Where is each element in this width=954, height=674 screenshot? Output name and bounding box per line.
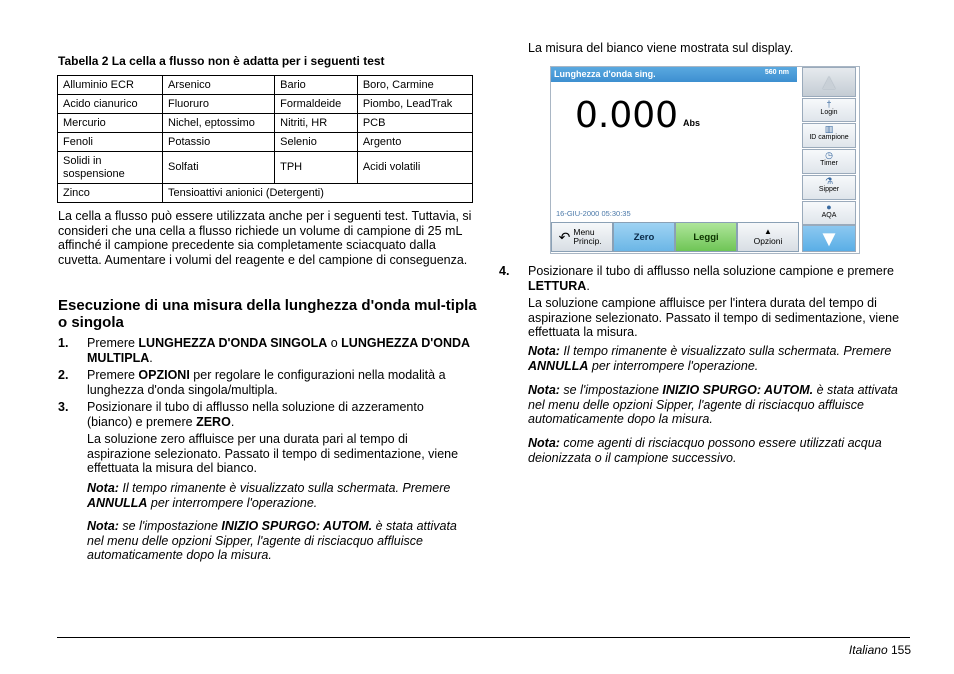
instrument-screenshot [550, 66, 860, 254]
main-menu-button[interactable]: ↶ Menu Princip. [551, 222, 613, 252]
step-number: 2. [58, 368, 69, 382]
person-icon: † [826, 99, 832, 109]
arrow-down-icon: ▼ [818, 225, 840, 251]
table-cell: PCB [357, 114, 472, 133]
aqa-button[interactable]: ● AQA [802, 201, 856, 225]
back-arrow-icon: ↶ [558, 228, 571, 245]
step-1: Premere LUNGHEZZA D'ONDA SINGOLA o LUNGHEZZA D'ONDA MULTIPLA. [87, 336, 470, 365]
timer-button[interactable]: ◷ Timer [802, 149, 856, 174]
read-button[interactable]: Leggi [675, 222, 737, 252]
step-2: Premere OPZIONI per regolare le configurazioni nella modalità a lunghezza d'onda singola/multipla. [87, 368, 446, 397]
table-cell: Mercurio [58, 114, 163, 133]
table-cell: Solfati [163, 152, 275, 184]
display-title: Lunghezza d'onda sing. [554, 69, 656, 79]
login-button[interactable]: † Login [802, 98, 856, 122]
table-cell: Nichel, eptossimo [163, 114, 275, 133]
chevron-up-icon: ▲ [764, 227, 772, 236]
table-cell: Zinco [58, 184, 163, 203]
table-cell: Nitriti, HR [275, 114, 358, 133]
table-cell: Formaldeide [275, 95, 358, 114]
vial-icon: ▥ [824, 124, 834, 134]
step-3-paragraph: La soluzione zero affluisce per una durata pari al tempo di aspirazione selezionato. Passato il tempo di sedimentazione, viene effettuata la misura del bianco. [87, 432, 459, 475]
table-title: Tabella 2 La cella a flusso non è adatta per i seguenti test [58, 54, 385, 68]
note: Nota: se l'impostazione INIZIO SPURGO: AUTOM. è stata attivata nel menu delle opzioni Sipper, l'agente di risciacquo affluisce automaticamente dopo la misura. [528, 383, 898, 426]
timer-icon: ◷ [825, 150, 833, 160]
note: Nota: come agenti di risciacquo possono essere utilizzati acqua deionizzata o il campione successivo. [528, 436, 882, 465]
globe-icon: ● [826, 202, 832, 212]
absorbance-unit: Abs [683, 118, 701, 128]
display-button-bar [551, 222, 799, 252]
screenshot-caption: La misura del bianco viene mostrata sul display. [528, 41, 794, 55]
footer-divider [57, 637, 910, 638]
table-row [58, 184, 473, 203]
table-cell: Solidi in sospensione [58, 152, 163, 184]
options-button[interactable]: ▲ Opzioni [737, 222, 799, 252]
display-side-panel [801, 67, 858, 252]
section-heading: Esecuzione di una misura della lunghezza d'onda mul-tipla o singola [58, 297, 477, 331]
wavelength-label: 560 nm [764, 69, 789, 76]
table-row [58, 76, 473, 95]
datetime-label: 16-GIU-2000 05:30:35 [556, 209, 631, 218]
scroll-up-button[interactable] [802, 67, 856, 97]
table-cell: Fenoli [58, 133, 163, 152]
table-cell: Bario [275, 76, 358, 95]
note: Nota: Il tempo rimanente è visualizzato sulla schermata. Premere ANNULLA per interrompere l'operazione. [528, 344, 892, 373]
display-header [551, 67, 797, 82]
table-row [58, 114, 473, 133]
table-cell: Tensioattivi anionici (Detergenti) [163, 184, 473, 203]
step-4: Posizionare il tubo di afflusso nella soluzione campione e premere LETTURA. [528, 264, 894, 293]
step-number: 1. [58, 336, 69, 350]
sipper-button[interactable]: ⚗ Sipper [802, 175, 856, 200]
intro-paragraph: La cella a flusso può essere utilizzata anche per i seguenti test. Tuttavia, si consideri che una cella a flusso richiede un volume di campione di 25 mL affinché il campione precedente sia completamente sciacquato dalla cuvetta. Aumentare i volumi del reagente e del campione di conseguenza. [58, 209, 472, 267]
sipper-icon: ⚗ [824, 176, 834, 186]
table-cell: Acidi volatili [357, 152, 472, 184]
arrow-up-icon: ▲ [818, 69, 840, 94]
page-footer: Italiano 155 [848, 643, 911, 657]
zero-button[interactable]: Zero [613, 222, 675, 252]
absorbance-value: 0.000 [575, 95, 679, 136]
incompatible-tests-table [57, 75, 473, 203]
table-cell: Fluoruro [163, 95, 275, 114]
note: Nota: Il tempo rimanente è visualizzato sulla schermata. Premere ANNULLA per interrompere l'operazione. [87, 481, 451, 510]
step-number: 4. [499, 264, 510, 278]
step-3: Posizionare il tubo di afflusso nella soluzione di azzeramento (bianco) e premere ZERO. [87, 400, 424, 429]
table-cell: Alluminio ECR [58, 76, 163, 95]
table-row [58, 95, 473, 114]
table-cell: Acido cianurico [58, 95, 163, 114]
step-4-paragraph: La soluzione campione affluisce per l'intera durata del tempo di aspirazione selezionato. Passato il tempo di sedimentazione, viene effettuata la misura. [528, 296, 900, 339]
table-cell: Boro, Carmine [357, 76, 472, 95]
scroll-down-button[interactable] [802, 225, 856, 252]
table-cell: Piombo, LeadTrak [357, 95, 472, 114]
step-number: 3. [58, 400, 69, 414]
note: Nota: se l'impostazione INIZIO SPURGO: AUTOM. è stata attivata nel menu delle opzioni Sipper, l'agente di risciacquo affluisce automaticamente dopo la misura. [87, 519, 457, 562]
table-cell: Arsenico [163, 76, 275, 95]
sample-id-button[interactable]: ▥ ID campione [802, 123, 856, 148]
table-cell: TPH [275, 152, 358, 184]
table-cell: Argento [357, 133, 472, 152]
table-row [58, 133, 473, 152]
table-row [58, 152, 473, 184]
table-cell: Selenio [275, 133, 358, 152]
table-cell: Potassio [163, 133, 275, 152]
